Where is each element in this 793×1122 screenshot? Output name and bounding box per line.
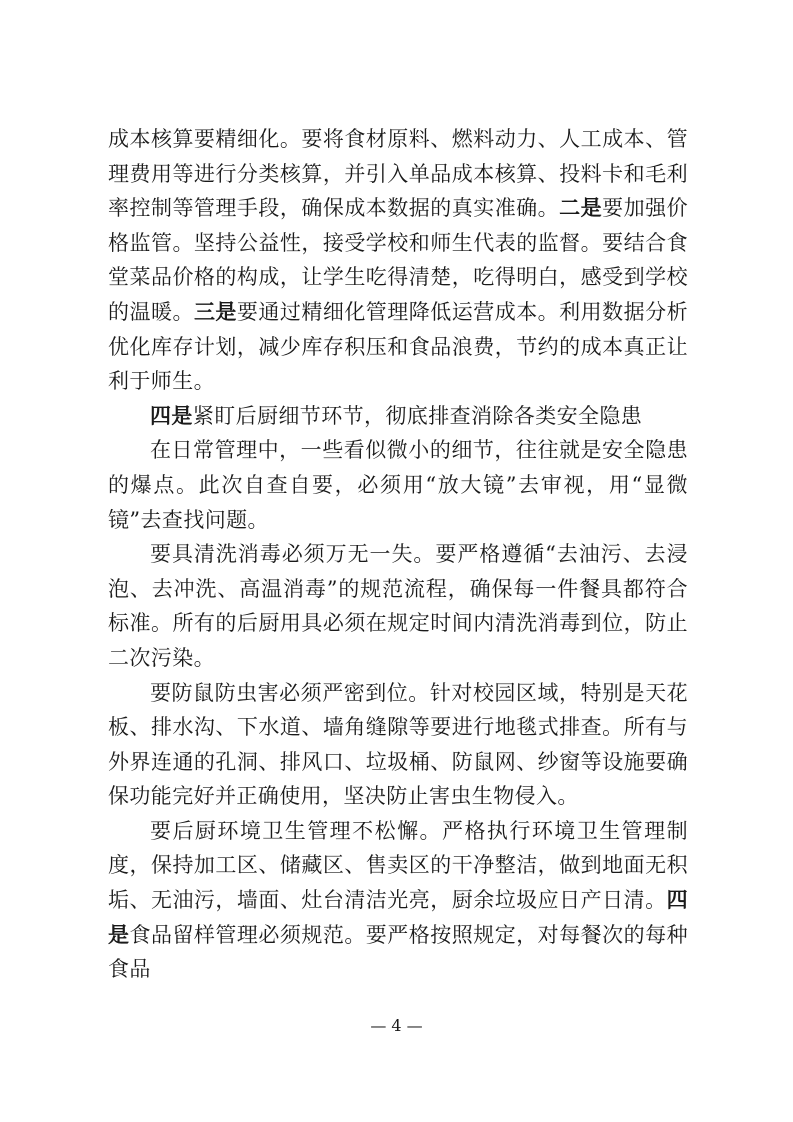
- paragraph-1-marker-three: 三是: [193, 298, 237, 324]
- body-text: [108, 122, 688, 987]
- paragraph-6-text-2: 食品留样管理必须规范。要严格按照规定，对每餐次的每种食品: [108, 922, 688, 982]
- section-heading-text: 紧盯后厨细节环节，彻底排查消除各类安全隐患: [192, 403, 643, 428]
- paragraph-5-text: 要防鼠防虫害必须严密到位。针对校园区域，特别是天花板、排水沟、下水道、墙角缝隙等要进行地毯式排查。所有与外界连通的孔洞、排风口、垃圾桶、防鼠网、纱窗等设施要确保功能完好并正确使用，坚决防止害虫生物侵入。: [108, 680, 688, 809]
- paragraph-cost-control: [108, 122, 688, 399]
- paragraph-kitchen-hygiene: [108, 814, 688, 987]
- paragraph-6-marker-four: 四是: [108, 887, 688, 947]
- paragraph-3-text: 在日常管理中，一些看似微小的细节，往往就是安全隐患的爆点。此次自查自要，必须用“放大镜”去审视，用“显微镜”去查找问题。: [108, 438, 688, 532]
- paragraph-4-text: 要具清洗消毒必须万无一失。要严格遵循“去油污、去浸泡、去冲洗、高温消毒”的规范流程，确保每一件餐具都符合标准。所有的后厨用具必须在规定时间内清洗消毒到位，防止二次污染。: [108, 542, 688, 670]
- paragraph-pest-control: [108, 676, 688, 814]
- section-heading-marker: 四是: [150, 402, 193, 428]
- paragraph-cleaning-disinfection: [108, 537, 688, 675]
- paragraph-1-text-1: 成本核算要精细化。要将食材原料、燃料动力、人工成本、管理费用等进行分类核算，并引入单品成本核算、投料卡和毛利率控制等管理手段，确保成本数据的真实准确。: [108, 127, 688, 221]
- section-heading: [108, 399, 688, 434]
- paragraph-1-marker-two: 二是: [559, 195, 603, 221]
- paragraph-1-text-2: 要加强价格监管。坚持公益性，接受学校和师生代表的监督。要结合食堂菜品价格的构成，让学生吃得清楚，吃得明白，感受到学校的温暖。: [108, 196, 688, 324]
- paragraph-6-text-1: 要后厨环境卫生管理不松懈。严格执行环境卫生管理制度，保持加工区、储藏区、售卖区的干净整洁，做到地面无积垢、无油污，墙面、灶台清洁光亮，厨余垃圾应日产日清。: [108, 818, 688, 913]
- page-number: — 4 —: [370, 1016, 423, 1035]
- paragraph-daily-management: [108, 433, 688, 537]
- paragraph-1-text-3: 要通过精细化管理降低运营成本。利用数据分析优化库存计划，减少库存积压和食品浪费，节约的成本真正让利于师生。: [108, 299, 688, 394]
